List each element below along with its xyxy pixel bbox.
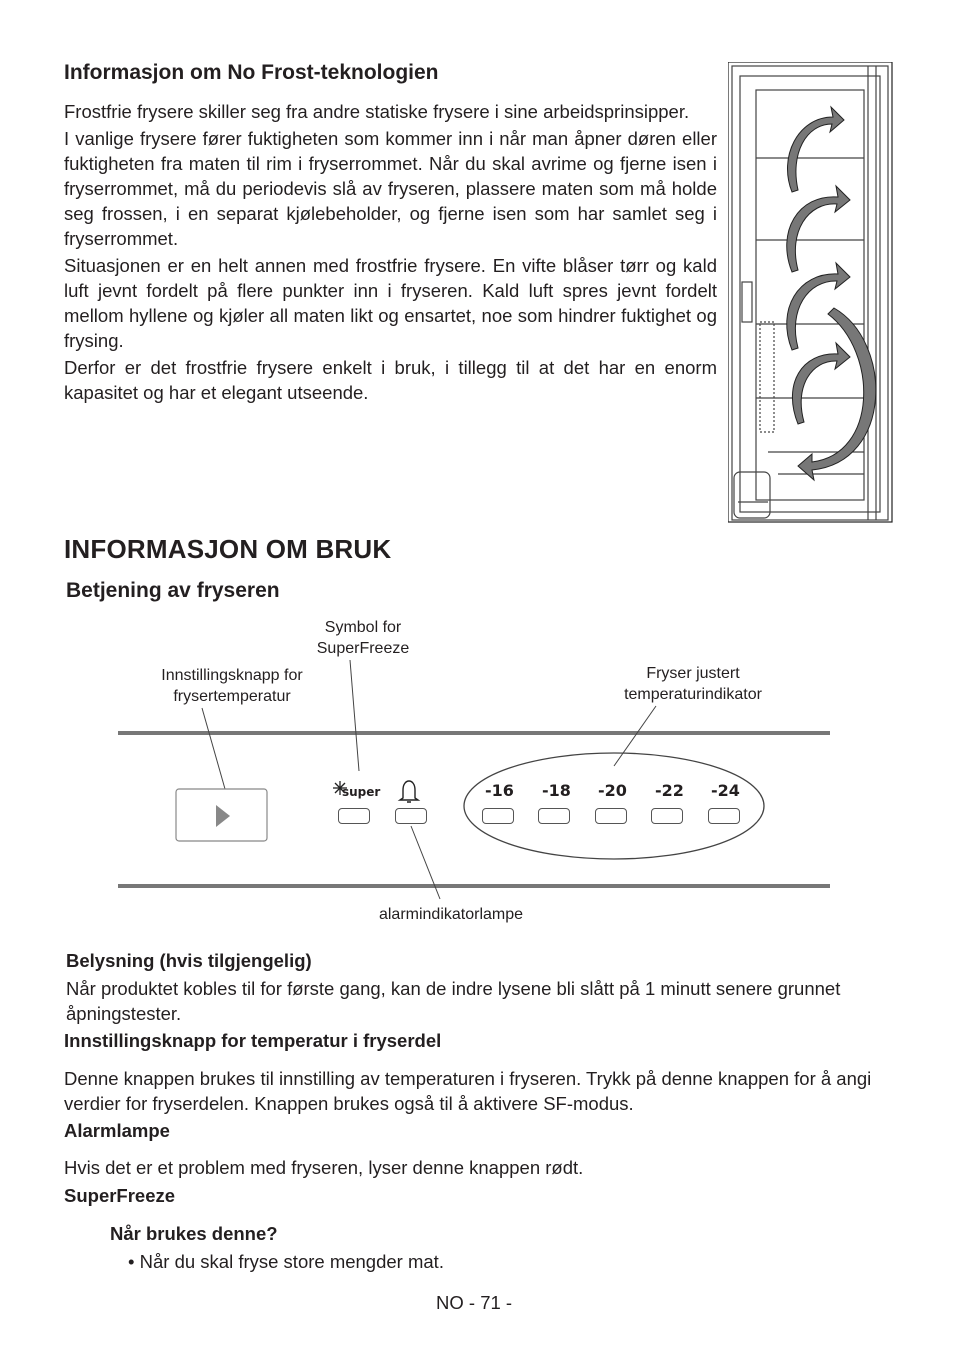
temperature-indicator-group	[464, 753, 764, 859]
usage-subtitle: Betjening av fryseren	[66, 579, 280, 602]
temp-label-22: -22	[655, 781, 684, 800]
temp-indicator-18	[538, 808, 570, 824]
nofrost-paragraph-1: Frostfrie frysere skiller seg fra andre statiske frysere i sine arbeidsprinsipper.	[64, 101, 690, 122]
alarm-lamp	[395, 808, 427, 824]
alarm-text: Hvis det er et problem med fryseren, lyser denne knappen rødt.	[64, 1157, 584, 1178]
super-label: super	[342, 785, 381, 799]
alarm-title: Alarmlampe	[64, 1120, 170, 1141]
when-list-item: • Når du skal fryse store mengder mat.	[128, 1251, 444, 1272]
tempbtn-text: Denne knappen brukes til innstilling av temperaturen i fryseren. Trykk på denne knappen for å angi verdier for fryserdelen. Knappen brukes også til å aktivere SF-modus.	[64, 1068, 872, 1114]
superfreeze-title: SuperFreeze	[64, 1185, 176, 1206]
label-temperature-button: Innstillingsknapp for frysertemperatur	[161, 667, 303, 705]
temp-label-20: -20	[598, 781, 627, 800]
bell-icon	[400, 781, 418, 802]
label-alarm-lamp: alarmindikatorlampe	[378, 906, 524, 923]
nofrost-paragraph-3: Situasjonen er en helt annen med frostfrie frysere. En vifte blåser tørr og kald luft jevnt fordelt på flere punkter inn i fryseren. Kald luft spres jevnt fordelt mellom hyllene og kjøler all maten likt og ensartet, noe som hindrer fuktighet og frysing.	[64, 255, 717, 351]
temp-label-18: -18	[542, 781, 571, 800]
temp-indicator-20	[595, 808, 627, 824]
superfreeze-lamp	[338, 808, 370, 824]
usage-title: INFORMASJON OM BRUK	[64, 534, 392, 564]
label-superfreeze-symbol: Symbol for SuperFreeze	[316, 619, 410, 657]
temp-indicator-24	[708, 808, 740, 824]
temp-label-24: -24	[711, 781, 740, 800]
nofrost-paragraph-2: I vanlige frysere fører fuktigheten som kommer inn i når man åpner døren eller fuktigheten fra maten til rim i fryserrommet. Når du skal avrime og fjerne isen i fryserrommet, må du periodevis slå av fryseren, plassere maten som må holde seg frossen, i en separat kjølebeholder, og fjerne isen som har samlet seg i fryserrommet.	[64, 128, 717, 249]
lighting-title: Belysning (hvis tilgjengelig)	[66, 950, 312, 971]
temp-indicator-16	[482, 808, 514, 824]
lighting-text: Når produktet kobles til for første gang, kan de indre lysene bli slått på 1 minutt senere grunnet åpningstester.	[66, 978, 841, 1024]
temp-indicator-22	[651, 808, 683, 824]
nofrost-heading: Informasjon om No Frost-teknologien	[64, 61, 439, 84]
tempbtn-title: Innstillingsknapp for temperatur i fryserdel	[64, 1030, 442, 1051]
temp-label-16: -16	[485, 781, 514, 800]
when-title: Når brukes denne?	[110, 1223, 278, 1244]
label-temperature-indicator: Fryser justert temperaturindikator	[624, 665, 762, 703]
page-number: NO - 71 -	[436, 1292, 513, 1313]
nofrost-paragraph-4: Derfor er det frostfrie frysere enkelt i bruk, i tillegg til at det har en enorm kapasitet og har et elegant utseende.	[64, 357, 717, 403]
